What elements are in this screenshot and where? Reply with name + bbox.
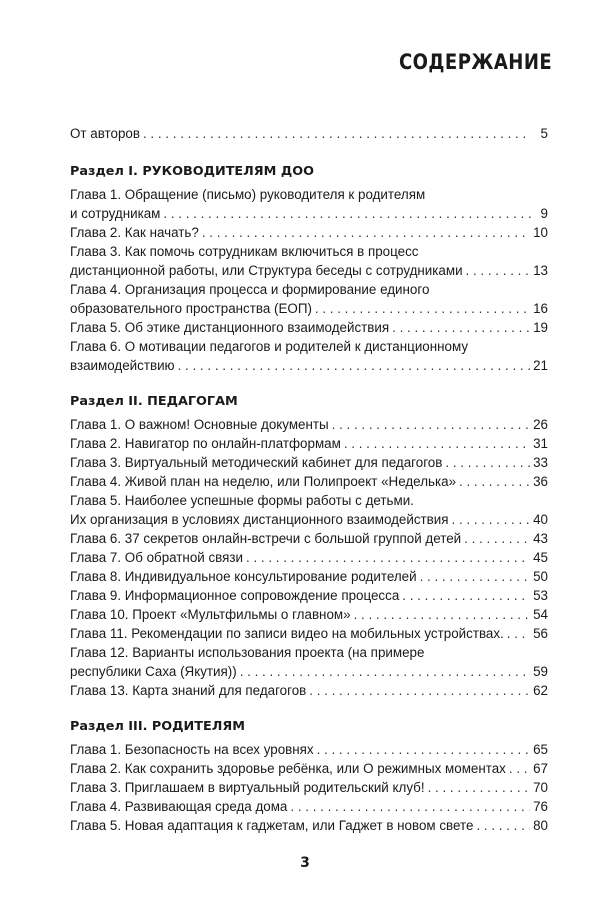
toc-entry-text: Глава 2. Навигатор по онлайн-платформам [70,436,341,451]
toc-entry-line [70,586,548,605]
toc-page-number: 19 [533,320,548,335]
dot-leader [402,586,530,605]
toc-entry-line [70,453,548,472]
toc-entry-line [70,299,548,318]
dot-leader [178,356,530,375]
dot-leader [317,740,530,759]
dot-leader [428,778,531,797]
dot-leader [163,204,531,223]
toc-entry-text: Глава 2. Как начать? [70,225,199,240]
toc-entry-text: Глава 11. Рекомендации по записи видео на мобильных устройствах. [70,626,504,641]
dot-leader [452,510,531,529]
toc-entry-text: От авторов [70,126,140,141]
toc-entry [70,242,548,280]
toc-entry [70,740,548,759]
toc-entry-text: взаимодействию [70,358,175,373]
toc-entry-line [70,778,548,797]
toc-entry-line [70,318,548,337]
toc-page-number: 80 [533,818,548,833]
toc-entry-line [70,797,548,816]
toc-entry-text: Глава 5. Наиболее успешные формы работы с детьми. [70,493,414,508]
dot-leader [507,624,530,643]
toc-page-number: 62 [533,683,548,698]
dot-leader [290,797,530,816]
toc-entry [70,415,548,434]
toc-page-number: 10 [533,225,548,240]
toc-entry-text: Глава 4. Живой план на неделю, или Полипроект «Неделька» [70,474,457,489]
toc-entry-text: Глава 10. Проект «Мультфильмы о главном» [70,607,351,622]
toc-entry-intro [70,124,548,143]
toc-entry [70,778,548,797]
toc-page-number: 54 [533,607,548,622]
dot-leader [459,472,530,491]
toc-entry-line [70,624,548,643]
toc-entry-line [70,223,548,242]
toc-page-number: 76 [533,799,548,814]
toc-entry-text: Глава 4. Развивающая среда дома [70,799,288,814]
section-heading: Раздел II. ПЕДАГОГАМ [70,394,238,409]
toc-page-number: 56 [533,626,548,641]
toc-entry-line [70,548,548,567]
dot-leader [476,816,530,835]
toc-entry [70,567,548,586]
toc-page-number: 9 [540,206,548,221]
toc-entry-text: Глава 12. Варианты использования проекта (на примере [70,645,425,660]
toc-entry-text: Глава 8. Индивидуальное консультирование родителей [70,569,417,584]
toc-entry [70,491,548,529]
dot-leader [466,261,531,280]
toc-entry-line [70,681,548,700]
toc-entry-line [70,816,548,835]
dot-leader [344,434,530,453]
dot-leader [354,605,531,624]
dot-leader [143,124,531,143]
table-of-contents [70,124,548,835]
toc-page-number: 13 [533,263,548,278]
toc-entry [70,185,548,223]
toc-entry [70,681,548,700]
toc-page-number: 36 [533,474,548,489]
toc-entry [70,816,548,835]
toc-entry [70,223,548,242]
toc-entry [70,337,548,375]
dot-leader [509,759,530,778]
toc-entry-text: Глава 3. Виртуальный методический кабинет для педагогов [70,455,443,470]
toc-entry-text: Глава 3. Приглашаем в виртуальный родительский клуб! [70,780,425,795]
toc-page-number: 16 [533,301,548,316]
toc-page-number: 43 [533,531,548,546]
toc-entry-text: дистанционной работы, или Структура беседы с сотрудниками [70,263,463,278]
toc-entry [70,529,548,548]
toc-entry [70,434,548,453]
toc-entry [70,472,548,491]
toc-page-number: 26 [533,417,548,432]
toc-entry-text: образовательного пространства (ЕОП) [70,301,312,316]
toc-entry-text: Глава 7. Об обратной связи [70,550,244,565]
toc-entry-text: республики Саха (Якутия)) [70,664,237,679]
toc-page-number: 40 [533,512,548,527]
toc-entry-line [70,415,548,434]
dot-leader [332,415,530,434]
toc-entry-text: Глава 4. Организация процесса и формирование единого [70,282,430,297]
toc-entry-text: Глава 6. 37 секретов онлайн-встречи с большой группой детей [70,531,462,546]
toc-page-number: 53 [533,588,548,603]
toc-entry-line [70,204,548,223]
dot-leader [445,453,530,472]
dot-leader [309,681,530,700]
toc-entry-line [70,434,548,453]
toc-entry-text: Их организация в условиях дистанционного взаимодействия [70,512,449,527]
page-title: СОДЕРЖАНИЕ [398,50,552,74]
dot-leader [315,299,530,318]
section-heading: Раздел I. РУКОВОДИТЕЛЯМ ДОО [70,164,314,179]
toc-entry [70,605,548,624]
toc-entry [70,318,548,337]
dot-leader [240,662,530,681]
dot-leader [464,529,530,548]
toc-entry-line [70,510,548,529]
toc-page-number: 5 [540,126,548,141]
toc-entry-text: Глава 1. Обращение (письмо) руководителя к родителям [70,187,426,202]
toc-page-number: 70 [533,780,548,795]
toc-page-number: 21 [533,358,548,373]
toc-entry [70,624,548,643]
toc-page-number: 45 [533,550,548,565]
toc-page-number: 50 [533,569,548,584]
dot-leader [420,567,531,586]
toc-entry-text: Глава 3. Как помочь сотрудникам включиться в процесс [70,244,419,259]
dot-leader [392,318,530,337]
toc-entry-text: Глава 5. Об этике дистанционного взаимодействия [70,320,390,335]
toc-sections [70,143,548,835]
toc-entry-line [70,605,548,624]
toc-entry-text: Глава 2. Как сохранить здоровье ребёнка, или О режимных моментах [70,761,506,776]
page-number: 3 [300,855,310,871]
toc-entry-line [70,567,548,586]
toc-entry-line [70,261,548,280]
toc-entry-text: Глава 1. О важном! Основные документы [70,417,329,432]
toc-entry [70,453,548,472]
dot-leader [202,223,530,242]
toc-entry [70,643,548,681]
toc-entry-text: и сотрудникам [70,206,161,221]
dot-leader [246,548,530,567]
toc-page-number: 67 [533,761,548,776]
toc-entry-text: Глава 6. О мотивации педагогов и родителей к дистанционному [70,339,469,354]
toc-entry [70,280,548,318]
toc-entry-text: Глава 9. Информационное сопровождение процесса [70,588,400,603]
toc-page-number: 65 [533,742,548,757]
section-heading: Раздел III. РОДИТЕЛЯМ [70,719,245,734]
toc-page-number: 59 [533,664,548,679]
toc-entry-text: Глава 13. Карта знаний для педагогов [70,683,307,698]
toc-entry-line [70,356,548,375]
toc-entry-line [70,740,548,759]
toc-entry-line [70,759,548,778]
toc-entry [70,759,548,778]
toc-entry-text: Глава 5. Новая адаптация к гаджетам, или Гаджет в новом свете [70,818,474,833]
toc-entry [70,548,548,567]
toc-page-number: 33 [533,455,548,470]
toc-entry-line [70,662,548,681]
toc-entry [70,797,548,816]
toc-entry-text: Глава 1. Безопасность на всех уровнях [70,742,314,757]
toc-page-number: 31 [533,436,548,451]
toc-entry-line [70,529,548,548]
toc-entry-line [70,472,548,491]
toc-entry [70,586,548,605]
